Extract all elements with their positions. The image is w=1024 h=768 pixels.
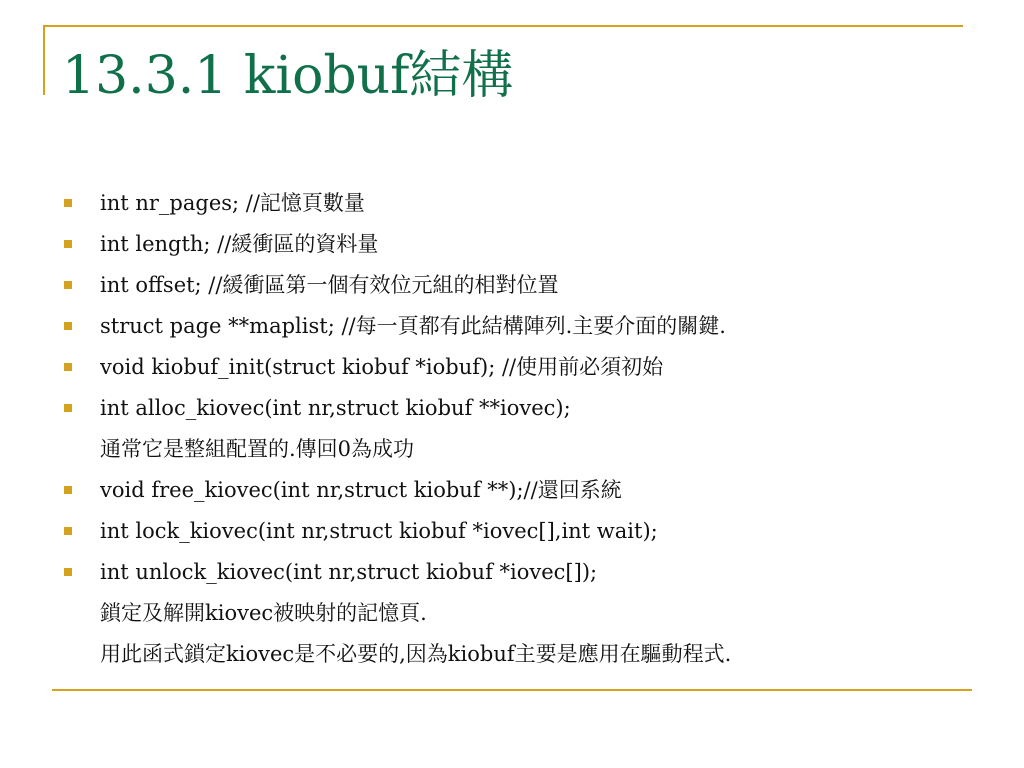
bullet-text: int nr_pages; //記憶頁數量 [100,191,365,215]
bullet-item-free-kiovec [62,470,982,511]
bottom-divider [52,689,972,691]
bullet-item-unlock-kiovec [62,552,982,593]
bullet-text: int offset; //緩衝區第一個有效位元組的相對位置 [100,273,559,297]
continuation-line-usage-note [62,634,982,675]
slide-title: 13.3.1 kiobuf結構 [62,46,514,106]
square-bullet-icon [64,568,72,576]
continuation-line-alloc-note [62,429,982,470]
square-bullet-icon [64,527,72,535]
bullet-item-maplist [62,306,982,347]
bullet-text: void kiobuf_init(struct kiobuf *iobuf); //使用前必須初始 [100,355,664,379]
square-bullet-icon [64,486,72,494]
bullet-text: void free_kiovec(int nr,struct kiobuf **);//還回系統 [100,478,622,502]
bullet-item-kiobuf-init [62,347,982,388]
title-frame-left-border [43,25,45,95]
square-bullet-icon [64,240,72,248]
continuation-text: 通常它是整組配置的.傳回0為成功 [100,437,415,461]
square-bullet-icon [64,404,72,412]
square-bullet-icon [64,322,72,330]
square-bullet-icon [64,363,72,371]
bullet-text: int lock_kiovec(int nr,struct kiobuf *iovec[],int wait); [100,519,658,543]
bullet-text: struct page **maplist; //每一頁都有此結構陣列.主要介面的關鍵. [100,314,726,338]
square-bullet-icon [64,281,72,289]
bullet-item-lock-kiovec [62,511,982,552]
bullet-item-nr-pages [62,183,982,224]
continuation-text: 用此函式鎖定kiovec是不必要的,因為kiobuf主要是應用在驅動程式. [100,642,732,666]
continuation-line-lock-note [62,593,982,634]
bullet-item-offset [62,265,982,306]
square-bullet-icon [64,199,72,207]
bullet-text: int unlock_kiovec(int nr,struct kiobuf *iovec[]); [100,560,598,584]
bullet-list [62,183,982,675]
bullet-text: int length; //緩衝區的資料量 [100,232,379,256]
continuation-text: 鎖定及解開kiovec被映射的記憶頁. [100,601,427,625]
bullet-item-alloc-kiovec [62,388,982,429]
title-frame-top-border [43,25,963,27]
bullet-text: int alloc_kiovec(int nr,struct kiobuf **iovec); [100,396,571,420]
bullet-item-length [62,224,982,265]
